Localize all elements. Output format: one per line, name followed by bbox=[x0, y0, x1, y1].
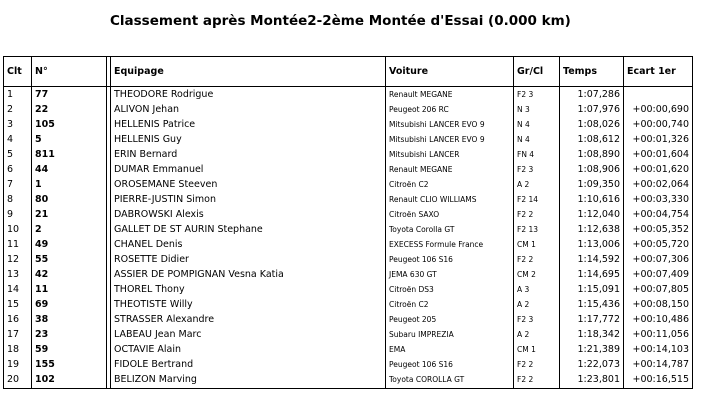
header-row bbox=[4, 57, 693, 87]
cell-equipage: HELLENIS Patrice bbox=[111, 117, 386, 132]
cell-number: 59 bbox=[32, 342, 107, 357]
cell-voiture: Mitsubishi LANCER EVO 9 bbox=[386, 117, 514, 132]
cell-voiture: Citroën C2 bbox=[386, 297, 514, 312]
cell-grcl: FN 4 bbox=[514, 147, 560, 162]
cell-voiture: Peugeot 205 bbox=[386, 312, 514, 327]
cell-number: 49 bbox=[32, 237, 107, 252]
cell-temps: 1:21,389 bbox=[560, 342, 624, 357]
cell-ecart: +00:05,720 bbox=[624, 237, 693, 252]
cell-voiture: EMA bbox=[386, 342, 514, 357]
cell-clt: 10 bbox=[7, 224, 20, 235]
cell-ecart: +00:05,352 bbox=[624, 222, 693, 237]
cell-grcl: F2 2 bbox=[514, 207, 560, 222]
cell-ecart: +00:00,740 bbox=[624, 117, 693, 132]
cell-temps: 1:09,350 bbox=[560, 177, 624, 192]
cell-temps: 1:08,890 bbox=[560, 147, 624, 162]
cell-number: 42 bbox=[32, 267, 107, 282]
cell-equipage: BELIZON Marving bbox=[111, 372, 386, 389]
cell-clt: 14 bbox=[7, 284, 20, 295]
cell-temps: 1:17,772 bbox=[560, 312, 624, 327]
cell-clt: 2 bbox=[7, 104, 14, 115]
cell-equipage: ROSETTE Didier bbox=[111, 252, 386, 267]
cell-equipage: ERIN Bernard bbox=[111, 147, 386, 162]
header-temps: Temps bbox=[560, 57, 624, 87]
cell-ecart: +00:01,620 bbox=[624, 162, 693, 177]
cell-voiture: Citroën SAXO bbox=[386, 207, 514, 222]
cell-ecart: +00:07,805 bbox=[624, 282, 693, 297]
cell-grcl: CM 1 bbox=[514, 342, 560, 357]
cell-voiture: EXECESS Formule France bbox=[386, 237, 514, 252]
cell-voiture: Peugeot 106 S16 bbox=[386, 252, 514, 267]
cell-grcl: F2 3 bbox=[514, 162, 560, 177]
cell-clt: 6 bbox=[7, 164, 14, 175]
cell-temps: 1:23,801 bbox=[560, 372, 624, 389]
cell-grcl: F2 2 bbox=[514, 372, 560, 389]
cell-temps: 1:12,638 bbox=[560, 222, 624, 237]
table-row bbox=[4, 342, 693, 357]
table-row bbox=[4, 222, 693, 237]
cell-ecart: +00:07,409 bbox=[624, 267, 693, 282]
cell-clt: 7 bbox=[7, 179, 14, 190]
cell-voiture: Renault CLIO WILLIAMS bbox=[386, 192, 514, 207]
cell-temps: 1:14,695 bbox=[560, 267, 624, 282]
table-row bbox=[4, 147, 693, 162]
cell-equipage: DABROWSKI Alexis bbox=[111, 207, 386, 222]
cell-clt: 11 bbox=[7, 239, 20, 250]
cell-grcl: F2 2 bbox=[514, 252, 560, 267]
cell-equipage: LABEAU Jean Marc bbox=[111, 327, 386, 342]
table-row bbox=[4, 177, 693, 192]
cell-grcl: N 4 bbox=[514, 117, 560, 132]
cell-clt: 15 bbox=[7, 299, 20, 310]
cell-temps: 1:15,436 bbox=[560, 297, 624, 312]
cell-clt: 17 bbox=[7, 329, 20, 340]
table-row bbox=[4, 237, 693, 252]
table-row bbox=[4, 117, 693, 132]
cell-ecart: +00:01,604 bbox=[624, 147, 693, 162]
cell-number: 44 bbox=[32, 162, 107, 177]
cell-voiture: Peugeot 206 RC bbox=[386, 102, 514, 117]
cell-number: 22 bbox=[32, 102, 107, 117]
cell-equipage: OROSEMANE Steeven bbox=[111, 177, 386, 192]
cell-number: 105 bbox=[32, 117, 107, 132]
cell-ecart: +00:16,515 bbox=[624, 372, 693, 389]
cell-equipage: THEODORE Rodrigue bbox=[111, 87, 386, 103]
cell-ecart: +00:11,056 bbox=[624, 327, 693, 342]
cell-temps: 1:14,592 bbox=[560, 252, 624, 267]
cell-clt: 12 bbox=[7, 254, 20, 265]
cell-temps: 1:22,073 bbox=[560, 357, 624, 372]
table-row bbox=[4, 312, 693, 327]
cell-grcl: F2 14 bbox=[514, 192, 560, 207]
cell-number: 2 bbox=[32, 222, 107, 237]
cell-number: 23 bbox=[32, 327, 107, 342]
table-row bbox=[4, 267, 693, 282]
table-row bbox=[4, 372, 693, 389]
cell-equipage: THEOTISTE Willy bbox=[111, 297, 386, 312]
cell-grcl: F2 2 bbox=[514, 357, 560, 372]
cell-clt: 3 bbox=[7, 119, 14, 130]
table-row bbox=[4, 252, 693, 267]
cell-clt: 5 bbox=[7, 149, 14, 160]
cell-equipage: OCTAVIE Alain bbox=[111, 342, 386, 357]
cell-equipage: ALIVON Jehan bbox=[111, 102, 386, 117]
cell-number: 77 bbox=[32, 87, 107, 103]
cell-number: 11 bbox=[32, 282, 107, 297]
table-row bbox=[4, 327, 693, 342]
results-table bbox=[3, 56, 693, 389]
cell-equipage: PIERRE-JUSTIN Simon bbox=[111, 192, 386, 207]
cell-number: 55 bbox=[32, 252, 107, 267]
cell-clt: 13 bbox=[7, 269, 20, 280]
cell-grcl: N 3 bbox=[514, 102, 560, 117]
cell-grcl: F2 13 bbox=[514, 222, 560, 237]
header-clt: Clt bbox=[4, 57, 32, 87]
table-row bbox=[4, 282, 693, 297]
header-equipage: Equipage bbox=[111, 57, 386, 87]
cell-number: 1 bbox=[32, 177, 107, 192]
cell-ecart: +00:00,690 bbox=[624, 102, 693, 117]
cell-temps: 1:12,040 bbox=[560, 207, 624, 222]
header-ecart: Ecart 1er bbox=[624, 57, 693, 87]
cell-ecart: +00:01,326 bbox=[624, 132, 693, 147]
cell-equipage: STRASSER Alexandre bbox=[111, 312, 386, 327]
table-row bbox=[4, 87, 693, 103]
table-row bbox=[4, 132, 693, 147]
cell-grcl: F2 3 bbox=[514, 312, 560, 327]
cell-temps: 1:08,906 bbox=[560, 162, 624, 177]
cell-clt: 16 bbox=[7, 314, 20, 325]
table-row bbox=[4, 192, 693, 207]
table-row bbox=[4, 357, 693, 372]
cell-voiture: Citroën DS3 bbox=[386, 282, 514, 297]
cell-temps: 1:07,286 bbox=[560, 87, 624, 103]
cell-equipage: GALLET DE ST AURIN Stephane bbox=[111, 222, 386, 237]
cell-ecart: +00:07,306 bbox=[624, 252, 693, 267]
cell-voiture: Subaru IMPREZIA bbox=[386, 327, 514, 342]
header-grcl: Gr/Cl bbox=[514, 57, 560, 87]
cell-temps: 1:18,342 bbox=[560, 327, 624, 342]
cell-number: 811 bbox=[32, 147, 107, 162]
cell-grcl: CM 2 bbox=[514, 267, 560, 282]
cell-equipage: DUMAR Emmanuel bbox=[111, 162, 386, 177]
cell-temps: 1:08,026 bbox=[560, 117, 624, 132]
page-title: Classement après Montée2-2ème Montée d'Essai (0.000 km) bbox=[110, 13, 571, 29]
cell-grcl: A 2 bbox=[514, 297, 560, 312]
cell-voiture: Citroën C2 bbox=[386, 177, 514, 192]
cell-grcl: F2 3 bbox=[514, 87, 560, 103]
cell-clt: 4 bbox=[7, 134, 14, 145]
cell-voiture: Renault MEGANE bbox=[386, 162, 514, 177]
cell-number: 38 bbox=[32, 312, 107, 327]
cell-ecart: +00:14,787 bbox=[624, 357, 693, 372]
header-no: N° bbox=[32, 57, 107, 87]
cell-voiture: Toyota COROLLA GT bbox=[386, 372, 514, 389]
cell-ecart: +00:10,486 bbox=[624, 312, 693, 327]
cell-voiture: JEMA 630 GT bbox=[386, 267, 514, 282]
table-row bbox=[4, 102, 693, 117]
cell-clt: 8 bbox=[7, 194, 14, 205]
cell-clt: 19 bbox=[7, 359, 20, 370]
cell-ecart: +00:14,103 bbox=[624, 342, 693, 357]
cell-voiture: Mitsubishi LANCER EVO 9 bbox=[386, 132, 514, 147]
table-row bbox=[4, 162, 693, 177]
cell-equipage: FIDOLE Bertrand bbox=[111, 357, 386, 372]
cell-ecart: +00:04,754 bbox=[624, 207, 693, 222]
cell-temps: 1:13,006 bbox=[560, 237, 624, 252]
cell-ecart: +00:02,064 bbox=[624, 177, 693, 192]
table-row bbox=[4, 207, 693, 222]
table-row bbox=[4, 297, 693, 312]
cell-grcl: A 2 bbox=[514, 327, 560, 342]
cell-number: 155 bbox=[32, 357, 107, 372]
cell-ecart: +00:03,330 bbox=[624, 192, 693, 207]
cell-equipage: ASSIER DE POMPIGNAN Vesna Katia bbox=[111, 267, 386, 282]
cell-number: 80 bbox=[32, 192, 107, 207]
cell-equipage: HELLENIS Guy bbox=[111, 132, 386, 147]
cell-voiture: Peugeot 106 S16 bbox=[386, 357, 514, 372]
cell-grcl: CM 1 bbox=[514, 237, 560, 252]
cell-number: 102 bbox=[32, 372, 107, 389]
cell-grcl: A 3 bbox=[514, 282, 560, 297]
cell-ecart: +00:08,150 bbox=[624, 297, 693, 312]
cell-clt: 20 bbox=[7, 374, 20, 385]
cell-clt: 18 bbox=[7, 344, 20, 355]
cell-equipage: CHANEL Denis bbox=[111, 237, 386, 252]
cell-temps: 1:08,612 bbox=[560, 132, 624, 147]
cell-number: 21 bbox=[32, 207, 107, 222]
cell-temps: 1:07,976 bbox=[560, 102, 624, 117]
cell-number: 69 bbox=[32, 297, 107, 312]
cell-clt: 9 bbox=[7, 209, 14, 220]
cell-clt: 1 bbox=[7, 89, 14, 100]
cell-temps: 1:15,091 bbox=[560, 282, 624, 297]
cell-voiture: Renault MEGANE bbox=[386, 87, 514, 103]
header-voiture: Voiture bbox=[386, 57, 514, 87]
cell-equipage: THOREL Thony bbox=[111, 282, 386, 297]
cell-voiture: Mitsubishi LANCER bbox=[386, 147, 514, 162]
cell-ecart bbox=[624, 87, 693, 103]
cell-number: 5 bbox=[32, 132, 107, 147]
cell-temps: 1:10,616 bbox=[560, 192, 624, 207]
cell-grcl: N 4 bbox=[514, 132, 560, 147]
cell-voiture: Toyota Corolla GT bbox=[386, 222, 514, 237]
cell-grcl: A 2 bbox=[514, 177, 560, 192]
